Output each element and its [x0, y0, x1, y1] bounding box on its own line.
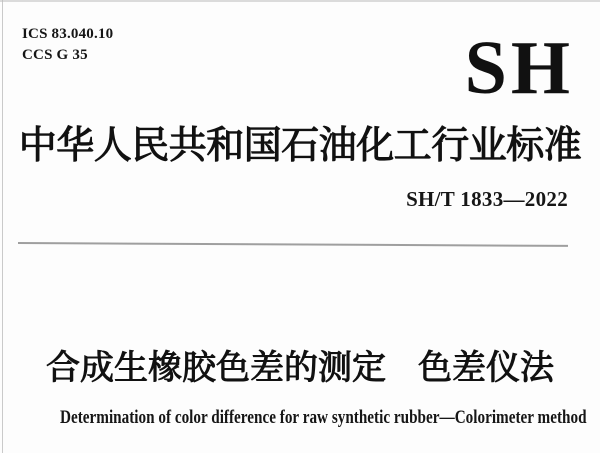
classification-codes — [22, 24, 113, 66]
ccs-code: CCS G 35 — [22, 47, 88, 63]
doc-title-cn-part2: 色差仪法 — [418, 349, 554, 387]
standard-org-title: 中华人民共和国石油化工行业标准 — [18, 125, 582, 167]
doc-title-en: Determination of color difference for raw synthetic rubber—Colorimeter method — [60, 407, 587, 428]
standard-number: SH/T 1833—2022 — [406, 187, 568, 211]
scan-edge-top — [0, 0, 600, 2]
divider-line — [18, 242, 568, 247]
sh-logo: SH — [464, 26, 574, 110]
doc-title-cn — [0, 348, 600, 388]
doc-title-cn-part1: 合成生橡胶色差的测定 — [46, 349, 386, 387]
ics-code: ICS 83.040.10 — [22, 26, 114, 42]
